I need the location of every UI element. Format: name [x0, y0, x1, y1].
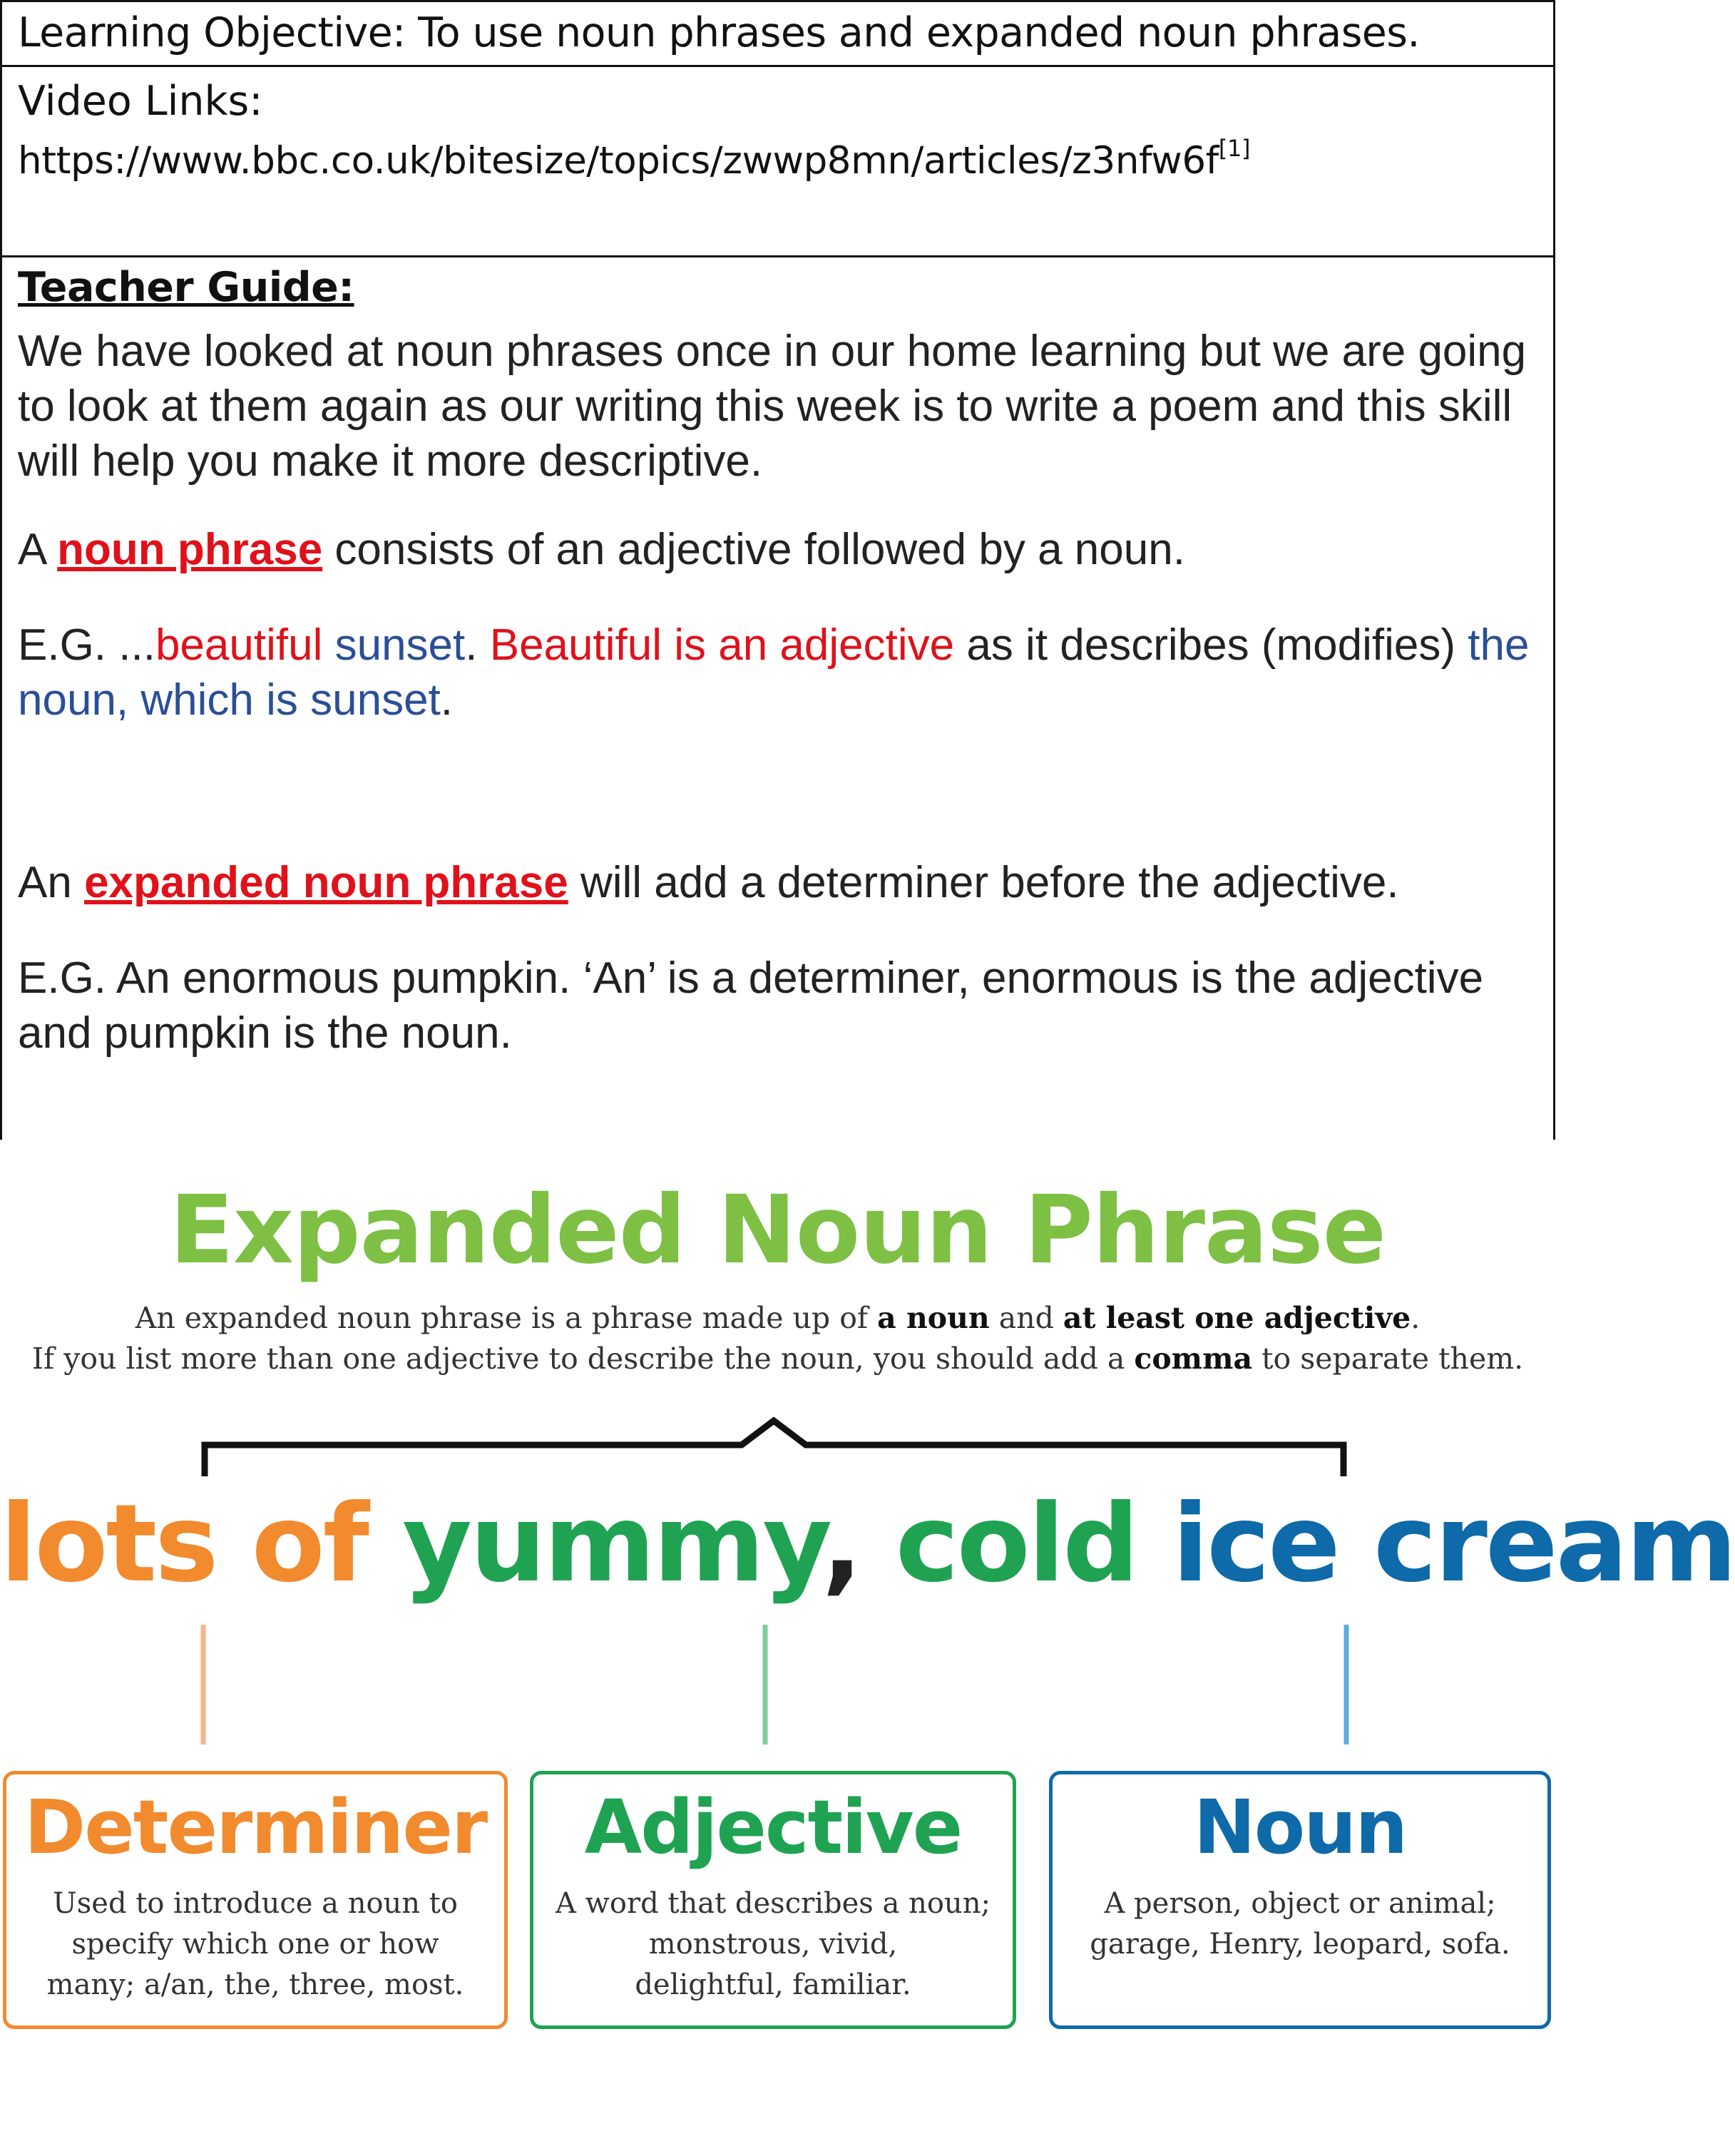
eg1-dot: .: [465, 620, 490, 670]
bracket-icon: [0, 1411, 1555, 1482]
expanded-noun-phrase-example: E.G. An enormous pumpkin. ‘An’ is a determiner, enormous is the adjective and pumpkin is the noun.: [18, 954, 1484, 1058]
expanded-noun-phrase-definition: [18, 855, 1537, 910]
expanded-noun-phrase-term: expanded noun phrase: [84, 858, 568, 907]
desc1-d: at least one adjective: [1063, 1301, 1411, 1335]
teacher-guide-heading: Teacher Guide:: [18, 264, 354, 311]
guide-intro: We have looked at noun phrases once in our home learning but we are going to look at them again as our writing this week is to write a poem and this skill will help you make it more descriptive.: [18, 327, 1527, 486]
eg1-prefix: E.G. ...: [18, 620, 155, 670]
video-links-heading: Video Links:: [18, 78, 263, 125]
desc1-e: .: [1411, 1301, 1421, 1335]
np-prefix: A: [18, 525, 58, 574]
determiner-card: [3, 1771, 508, 2029]
connector-lines: [0, 1625, 1555, 1767]
poster-description-line-2: [0, 1342, 1555, 1376]
poster-description-line-1: [0, 1301, 1555, 1335]
example-noun: ice cream: [1172, 1482, 1735, 1606]
noun-phrase-example: [18, 618, 1537, 727]
example-phrase: [0, 1482, 1735, 1606]
desc2-a: If you list more than one adjective to describe the noun, you should add a: [31, 1342, 1135, 1376]
learning-objective: Learning Objective: To use noun phrases and expanded noun phrases.: [18, 9, 1420, 56]
video-links-row: [0, 65, 1555, 257]
enp-rest: will add a determiner before the adjective.: [568, 858, 1399, 907]
determiner-card-title: Determiner: [24, 1784, 487, 1871]
video-link-url[interactable]: https://www.bbc.co.uk/bitesize/topics/zwwp8mn/articles/z3nfw6f: [18, 139, 1219, 183]
example-determiner: lots of: [0, 1482, 367, 1606]
noun-card: [1049, 1771, 1551, 2029]
video-link[interactable]: [18, 135, 1251, 183]
example-adjective-2: cold: [895, 1482, 1137, 1606]
poster-title: Expanded Noun Phrase: [169, 1175, 1386, 1285]
eg1-explain-noun: the noun, which is sunset: [18, 620, 1530, 725]
example-adjective: yummy: [402, 1482, 822, 1606]
noun-card-text: A person, object or animal; garage, Henry, leopard, sofa.: [1090, 1887, 1510, 1961]
objective-row: [0, 0, 1555, 67]
footnote-marker: [1]: [1218, 135, 1251, 162]
determiner-card-text: Used to introduce a noun to specify which one or how many; a/an, the, three, most.: [46, 1887, 464, 2001]
example-comma: ,: [822, 1482, 861, 1606]
teacher-guide-row: [0, 255, 1555, 1140]
desc2-b: comma: [1134, 1342, 1253, 1376]
eg1-end: .: [440, 675, 454, 725]
np-rest: consists of an adjective followed by a noun.: [322, 525, 1185, 574]
noun-phrase-term: noun phrase: [57, 525, 323, 574]
desc1-b: a noun: [877, 1301, 990, 1335]
eg1-mid: as it describes (modifies): [954, 620, 1468, 670]
eg1-adjective: beautiful: [155, 620, 323, 670]
expanded-noun-phrase-poster: [0, 1140, 1735, 2156]
adjective-card-title: Adjective: [584, 1784, 962, 1871]
enp-prefix: An: [18, 858, 85, 907]
eg1-explain-adjective: Beautiful is an adjective: [489, 620, 955, 670]
desc1-c: and: [989, 1301, 1063, 1335]
noun-card-title: Noun: [1193, 1784, 1407, 1871]
noun-phrase-definition: [18, 522, 1537, 577]
adjective-card: [530, 1771, 1016, 2029]
desc2-c: to separate them.: [1252, 1342, 1524, 1376]
adjective-card-text: A word that describes a noun; monstrous, vivid, delightful, familiar.: [556, 1887, 991, 2001]
eg1-noun: sunset: [322, 620, 466, 670]
desc1-a: An expanded noun phrase is a phrase made up of: [135, 1301, 878, 1335]
